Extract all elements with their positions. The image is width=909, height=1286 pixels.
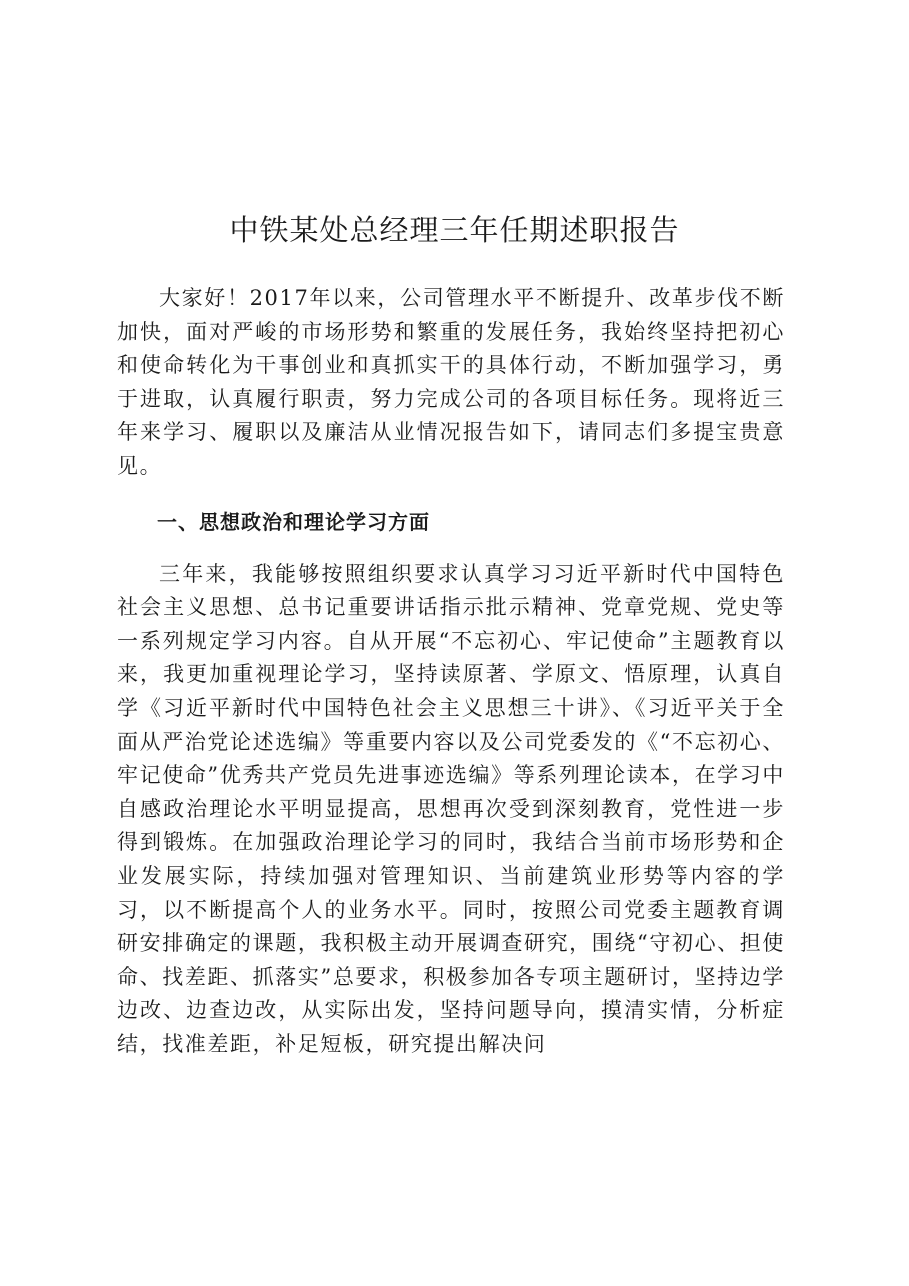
section-1-paragraph: 三年来，我能够按照组织要求认真学习习近平新时代中国特色社会主义思想、总书记重要讲话指示批示精神、党章党规、党史等一系列规定学习内容。自从开展“不忘初心、牢记使命”主题教育以来，我更加重视理论学习，坚持读原著、学原文、悟原理，认真自学《习近平新时代中国特色社会主义思想三十讲》、《习近平关于全面从严治党论述选编》等重要内容以及公司党委发的《“不忘初心、牢记使命”优秀共产党员先进事迹选编》等系列理论读本，在学习中自感政治理论水平明显提高，思想再次受到深刻教育，党性进一步得到锻炼。在加强政治理论学习的同时，我结合当前市场形势和企业发展实际，持续加强对管理知识、当前建筑业形势等内容的学习，以不断提高个人的业务水平。同时，按照公司党委主题教育调研安排确定的课题，我积极主动开展调查研究，围绕“守初心、担使命、找差距、抓落实”总要求，积极参加各专项主题研讨，坚持边学边改、边查边改，从实际出发，坚持问题导向，摸清实情，分析症结，找准差距，补足短板，研究提出解决问: [117, 561, 785, 1056]
intro-paragraph: 大家好！2017年以来，公司管理水平不断提升、改革步伐不断加快，面对严峻的市场形势和繁重的发展任务，我始终坚持把初心和使命转化为干事创业和真抓实干的具体行动，不断加强学习，勇于进取，认真履行职责，努力完成公司的各项目标任务。现将近三年来学习、履职以及廉洁从业情况报告如下，请同志们多提宝贵意见。: [117, 286, 785, 478]
document-body: [117, 282, 785, 1061]
section-heading-1: 一、思想政治和理论学习方面: [157, 509, 430, 534]
document-title: 中铁某处总经理三年任期述职报告: [229, 213, 680, 247]
